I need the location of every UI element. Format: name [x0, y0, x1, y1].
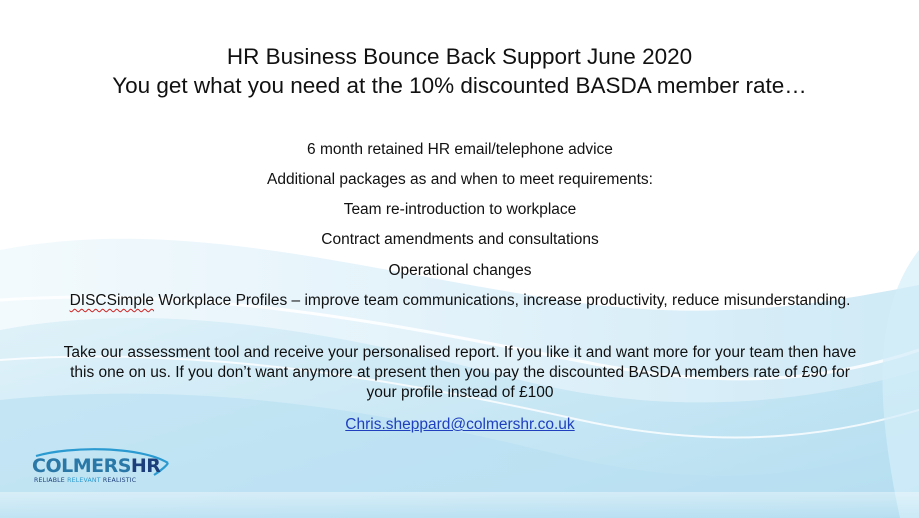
disc-description: Workplace Profiles – improve team communications, increase productivity, reduce misunderstanding.	[154, 292, 851, 309]
logo-tagline: RELIABLE RELEVANT REALISTIC	[34, 477, 137, 484]
slide-title	[0, 42, 919, 100]
email-line	[60, 415, 860, 435]
title-line-2: You get what you need at the 10% discounted BASDA member rate…	[112, 73, 807, 98]
colmers-hr-logo	[30, 445, 180, 493]
team-reintroduction-line: Team re-introduction to workplace	[343, 201, 577, 218]
operational-changes-line: Operational changes	[388, 262, 532, 279]
disc-profiles-paragraph	[55, 291, 865, 311]
email-link[interactable]: Chris.sheppard@colmershr.co.uk	[345, 416, 575, 433]
assessment-paragraph: Take our assessment tool and receive your personalised report. If you like it and want more for your team then have this one on us. If you don’t want anymore at present then you pay the discounted BASDA members rate of £90 for your profile instead of £100	[63, 344, 857, 401]
packages-line: Additional packages as and when to meet requirements:	[266, 171, 653, 188]
contract-amendments-line: Contract amendments and consultations	[321, 231, 599, 248]
logo-wordmark: COLMERSHR	[32, 455, 161, 477]
title-line-1: HR Business Bounce Back Support June 2020	[226, 44, 693, 69]
advice-line: 6 month retained HR email/telephone advice	[307, 141, 613, 158]
disc-word: DISCSimple	[69, 292, 155, 309]
